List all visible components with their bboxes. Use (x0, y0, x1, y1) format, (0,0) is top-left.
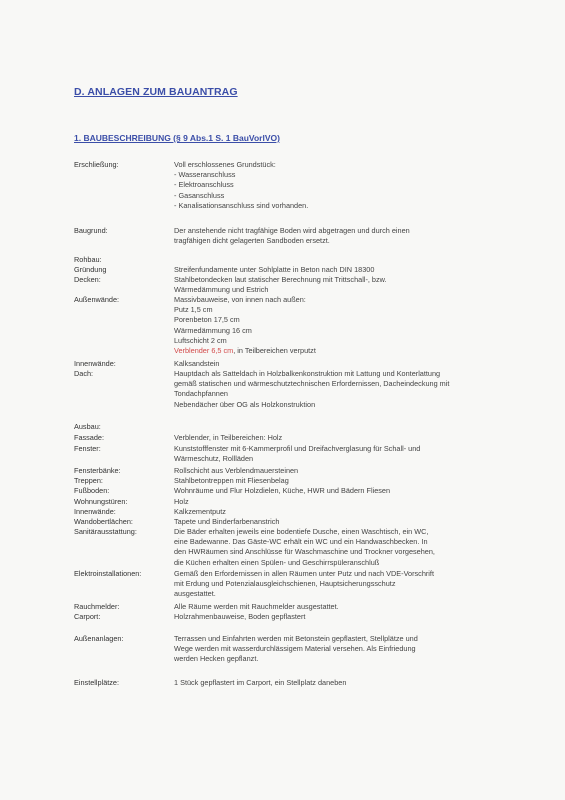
aussenwaende-line: Porenbeton 17,5 cm (174, 315, 240, 325)
label-fensterbaenke: Fensterbänke: (74, 466, 121, 475)
erschliessung-line: - Kanalisationsanschluss sind vorhanden. (174, 200, 309, 210)
dach-line: gemäß statischen und wärmeschutztechnischen Erfordernissen, Dacheindeckung mit (174, 379, 450, 389)
aussenanlagen-line: Wege werden mit wasserdurchlässigem Material versehen. Als Einfriedung (174, 644, 416, 654)
value-innenwaende-ausbau: Kalkzementputz (174, 507, 226, 516)
value-decken (174, 275, 387, 295)
label-elektro: Elektroinstallationen: (74, 569, 142, 578)
verblender-highlight: Verblender 6,5 cm (174, 345, 234, 355)
label-rohbau: Rohbau: (74, 255, 102, 264)
verblender-rest: , in Teilbereichen verputzt (233, 345, 316, 355)
dach-line: Tondachpfannen (174, 389, 228, 399)
label-wandoberflaechen: Wandobertlächen: (74, 517, 133, 526)
aussenwaende-line (174, 346, 316, 356)
label-gruendung: Gründung (74, 265, 107, 274)
aussenwaende-line: Luftschicht 2 cm (174, 335, 227, 345)
baugrund-line: tragfähigen dicht gelagerten Sandboden ersetzt. (174, 236, 330, 246)
value-rauchmelder: Alle Räume werden mit Rauchmelder ausgestattet. (174, 602, 339, 611)
sanitaer-line: Die Bäder erhalten jeweils eine bodentiefe Dusche, einen Waschtisch, ein WC, (174, 527, 429, 536)
sanitaer-line: den HWRäumen sind Anschlüsse für Waschmaschine und Trockner vorgesehen, (174, 547, 435, 557)
aussenwaende-line: Massivbauweise, von innen nach außen: (174, 295, 306, 304)
label-ausbau: Ausbau: (74, 422, 101, 431)
label-einstellplaetze: Einstellplätze: (74, 678, 120, 687)
sanitaer-line: die Küchen erhalten einen Spülen- und Geschirrspüleranschluß (174, 557, 380, 567)
value-einstellplaetze: 1 Stück gepflastert im Carport, ein Stellplatz daneben (174, 678, 347, 687)
value-dach (174, 369, 449, 410)
erschliessung-line: - Gasanschluss (174, 190, 225, 200)
label-wohnungstueren: Wohnungstüren: (74, 497, 128, 506)
value-wohnungstueren: Holz (174, 497, 189, 506)
value-wandoberflaechen: Tapete und Binderfarbenanstrich (174, 517, 280, 526)
erschliessung-line: - Elektroanschluss (174, 180, 234, 190)
value-carport: Holzrahmenbauweise, Boden gepflastert (174, 612, 306, 621)
fenster-line: Wärmeschutz, Rollläden (174, 454, 254, 464)
label-dach: Dach: (74, 369, 94, 378)
label-innenwaende: Innenwände: (74, 359, 116, 368)
aussenwaende-line: Putz 1,5 cm (174, 305, 213, 315)
label-treppen: Treppen: (74, 476, 103, 485)
value-elektro (174, 569, 434, 600)
section-title-baubeschreibung: 1. BAUBESCHREIBUNG (§ 9 Abs.1 S. 1 BauVorlVO) (74, 133, 280, 143)
value-fassade: Verblender, in Teilbereichen: Holz (174, 433, 283, 442)
value-innenwaende: Kalksandstein (174, 359, 220, 368)
value-gruendung: Streifenfundamente unter Sohlplatte in Beton nach DIN 18300 (174, 265, 375, 274)
aussenanlagen-line: werden Hecken gepflanzt. (174, 654, 259, 664)
fenster-line: Kunststofffenster mit 6-Kammerprofil und Dreifachverglasung für Schall- und (174, 444, 421, 453)
sanitaer-line: eine Badewanne. Das Gäste-WC erhält ein WC und ein Handwaschbecken. In (174, 537, 428, 547)
value-sanitaer (174, 527, 435, 568)
value-aussenanlagen (174, 634, 418, 665)
label-rauchmelder: Rauchmelder: (74, 602, 120, 611)
label-sanitaer: Sanitärausstattung: (74, 527, 137, 536)
aussenanlagen-line: Terrassen und Einfahrten werden mit Betonstein gepflastert, Stellplätze und (174, 634, 418, 643)
label-aussenwaende: Außenwände: (74, 295, 120, 304)
erschliessung-line: Voll erschlossenes Grundstück: (174, 160, 276, 169)
elektro-line: Gemäß den Erfordernissen in allen Räumen unter Putz und nach VDE-Vorschrift (174, 569, 434, 578)
value-fenster (174, 444, 420, 464)
label-erschliessung: Erschließung: (74, 160, 119, 169)
erschliessung-line: - Wasseranschluss (174, 170, 236, 180)
label-fussboden: Fußboden: (74, 486, 110, 495)
value-erschliessung (174, 160, 308, 211)
document-title: D. ANLAGEN ZUM BAUANTRAG (74, 86, 238, 98)
label-aussenanlagen: Außenanlagen: (74, 634, 124, 643)
elektro-line: ausgestattet. (174, 589, 216, 599)
value-fussboden: Wohnräume und Flur Holzdielen, Küche, HWR und Bädern Fliesen (174, 486, 391, 495)
decken-line: Stahlbetondecken laut statischer Berechnung mit Trittschall-, bzw. (174, 275, 387, 284)
value-baugrund (174, 226, 410, 246)
elektro-line: mit Erdung und Potenzialausgleichschienen, Hauptsicherungsschutz (174, 579, 396, 589)
decken-line: Wärmedämmung und Estrich (174, 285, 269, 295)
value-aussenwaende (174, 295, 316, 356)
aussenwaende-line: Wärmedämmung 16 cm (174, 325, 252, 335)
label-decken: Decken: (74, 275, 101, 284)
value-fensterbaenke: Rollschicht aus Verblendmauersteinen (174, 466, 299, 475)
label-baugrund: Baugrund: (74, 226, 108, 235)
label-carport: Carport: (74, 612, 101, 621)
label-fenster: Fenster: (74, 444, 101, 453)
label-fassade: Fassade: (74, 433, 105, 442)
baugrund-line: Der anstehende nicht tragfähige Boden wird abgetragen und durch einen (174, 226, 410, 235)
value-treppen: Stahlbetontreppen mit Fliesenbelag (174, 476, 289, 485)
label-innenwaende-ausbau: Innenwände: (74, 507, 116, 516)
dach-line: Hauptdach als Satteldach in Holzbalkenkonstruktion mit Lattung und Konterlattung (174, 369, 441, 378)
dach-line: Nebendächer über OG als Holzkonstruktion (174, 399, 316, 409)
